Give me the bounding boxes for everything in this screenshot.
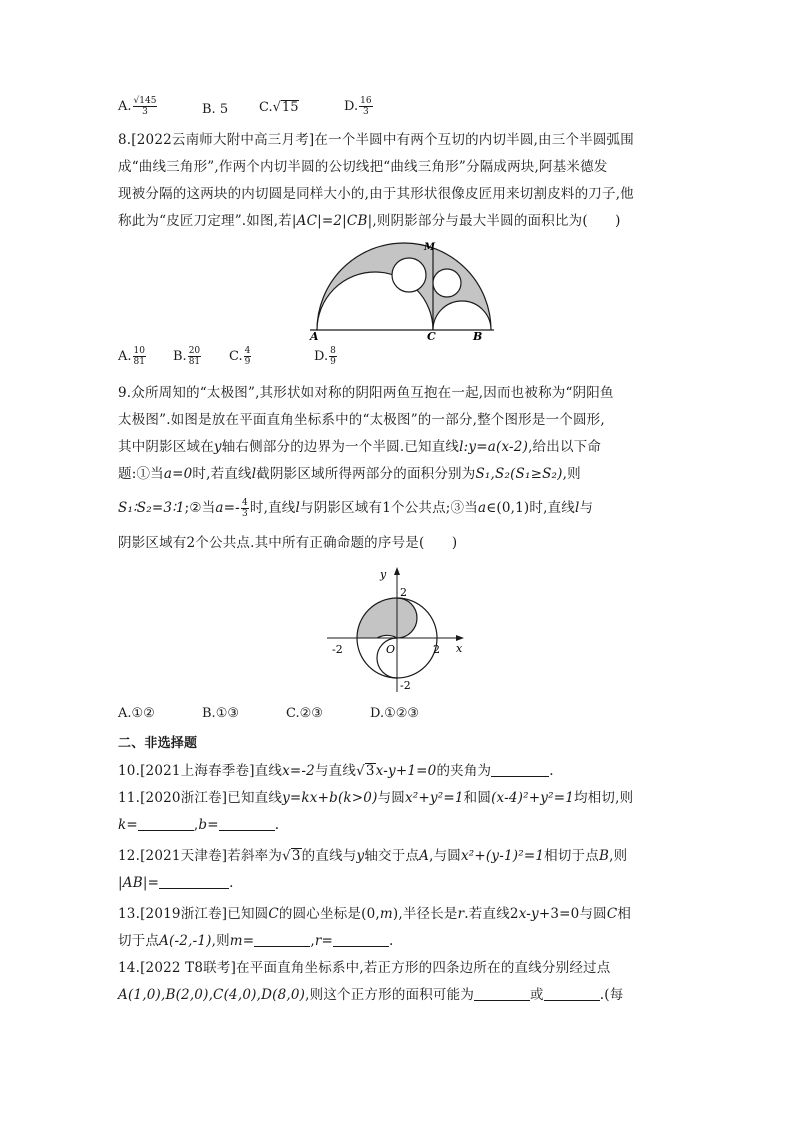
tick-label-neg2-down: -2: [400, 679, 411, 692]
math-expression: x²+(y-1)²=1: [460, 848, 545, 864]
q9-line-1: 9.众所周知的“太极图”,其形状如对称的阴阳两鱼互抱在一起,因而也被称为“阴阳鱼: [118, 385, 614, 401]
fraction: [244, 346, 252, 367]
fraction-denominator: 81: [188, 357, 201, 367]
math-expression: S₁∶S₂=3∶1: [118, 500, 185, 516]
math-expression: |AC|=2|CB|: [291, 213, 373, 229]
q13-line-1: [118, 904, 678, 924]
q9-line-3: [118, 437, 678, 457]
label-c: C: [427, 330, 436, 342]
q8-option-d[interactable]: [314, 346, 338, 367]
option-letter: D.: [314, 349, 329, 364]
math-expression: x²+y²=1: [404, 790, 464, 806]
text: ,则: [609, 848, 628, 864]
math-expression: x-y: [518, 906, 539, 922]
math-expression: A(-2,-1): [159, 933, 212, 949]
option-letter: D.: [344, 99, 359, 114]
x-axis-arrow-icon: [456, 635, 464, 641]
q8-options: [118, 346, 678, 370]
fraction-numerator: 20: [188, 346, 201, 356]
inscribed-circle-right: [433, 269, 461, 297]
q9-line-4: [118, 464, 678, 484]
math-var: r: [457, 906, 465, 922]
q10-line: 10.[2021上海春季卷]直线x=-2与直线√3x-y+1=0的夹角为 .: [118, 763, 554, 779]
math-var: y: [356, 848, 365, 864]
text: 轴交于点: [364, 848, 420, 864]
q13-line-2: [118, 931, 678, 951]
section-title: 二、非选择题: [118, 736, 198, 751]
tick-label-2-up: 2: [400, 586, 407, 599]
text: .: [229, 875, 234, 891]
q11-line-2: [118, 815, 678, 835]
text: 时,若直线: [192, 466, 252, 482]
q8-line-3: 现被分隔的这两块的内切圆是同样大小的,由于其形状很像皮匠用来切割皮料的刀子,他: [118, 186, 634, 202]
q9-option-b[interactable]: [202, 706, 239, 721]
q8-option-a[interactable]: [118, 346, 147, 367]
text: ,: [193, 817, 199, 833]
fraction-numerator: 4: [241, 498, 248, 508]
math-expression: a=-: [215, 500, 240, 516]
text: 和圆: [463, 790, 492, 806]
text: 与直线: [314, 763, 357, 779]
text: ,则: [211, 933, 230, 949]
q12-line-1: 12.[2021天津卷]若斜率为√3的直线与y轴交于点A,与圆x²+(y-1)²=1相切于点B,则: [118, 848, 628, 864]
option-letter: C.: [229, 349, 243, 364]
fraction-denominator: 9: [330, 357, 336, 367]
answer-blank[interactable]: [159, 874, 229, 889]
q8-line-1: 8.[2022云南师大附中高三月考]在一个半圆中有两个互切的内切半圆,由三个半圆弧围: [118, 132, 634, 148]
q9-line-2: 太极图”.如图是放在平面直角坐标系中的“太极图”的一部分,整个图形是一个圆形,: [118, 412, 605, 428]
label-b: B: [473, 330, 483, 342]
text: 切于点: [118, 933, 160, 949]
q8-option-b[interactable]: [173, 346, 202, 367]
tick-label-2-right: 2: [433, 643, 440, 656]
q11-line-1: [118, 788, 678, 808]
text: 的圆心坐标是(0,: [278, 906, 380, 922]
text: 10.[2021上海春季卷]直线: [118, 763, 283, 779]
option-letter: C.: [259, 100, 273, 115]
option-letter: B.: [173, 349, 187, 364]
math-expression: a=0: [163, 466, 193, 482]
text: 13.[2019浙江卷]已知圆: [118, 906, 269, 922]
text: .: [274, 817, 280, 833]
math-expression: k=: [118, 817, 138, 833]
text: 其中阴影区域在: [118, 439, 214, 455]
math-expression: A(1,0),B(2,0),C(4,0),D(8,0): [118, 987, 306, 1003]
q7-options: [118, 96, 678, 122]
fraction: [133, 96, 158, 117]
option-letter: B.: [202, 706, 216, 721]
label-a: A: [310, 330, 319, 342]
axis-label-y: y: [380, 568, 387, 581]
fraction-numerator: 10: [133, 346, 145, 356]
text: 均相切,则: [574, 790, 634, 806]
text: 时,直线: [249, 500, 296, 516]
math-var: A: [419, 848, 430, 864]
answer-blank-b[interactable]: [219, 816, 275, 831]
text: 题:①当: [118, 466, 164, 482]
origin-label: O: [386, 643, 396, 656]
text: 的直线与: [301, 848, 357, 864]
math-expression: x=-2: [282, 763, 315, 779]
text: 12.[2021天津卷]若斜率为: [118, 848, 283, 864]
math-var: l: [574, 500, 580, 516]
text: ,则: [562, 466, 581, 482]
q8-line-2: 成“曲线三角形”,作两个内切半圆的公切线把“曲线三角形”分隔成两块,阿基米德发: [118, 159, 608, 175]
math-var: l: [251, 466, 257, 482]
math-expression: |AB|=: [118, 875, 160, 891]
text: 称此为“皮匠刀定理”.如图,若: [118, 213, 292, 229]
math-var: y: [213, 439, 222, 455]
q9-line-5: [118, 498, 678, 519]
text: .若直线2: [464, 906, 519, 922]
answer-blank-r[interactable]: [333, 932, 389, 947]
fraction-numerator: 16: [360, 96, 372, 106]
text: 截阴影区域所得两部分的面积分别为: [256, 466, 476, 482]
text: +3=0与圆: [538, 906, 607, 922]
option-text: ①③: [215, 706, 239, 721]
fraction-denominator: 9: [244, 357, 251, 367]
fraction-denominator: 81: [133, 357, 145, 367]
math-var: m: [379, 906, 393, 922]
fraction-denominator: 3: [241, 509, 248, 519]
math-expression: b=: [198, 817, 219, 833]
q7-option-c[interactable]: C.√15: [259, 100, 299, 115]
math-expression: y=kx+b(k>0): [282, 790, 378, 806]
math-var: C: [606, 906, 618, 922]
option-letter: B.: [202, 102, 216, 117]
label-m: M: [424, 242, 436, 253]
text: ),半径长是: [392, 906, 458, 922]
q14-line-2: [118, 985, 678, 1005]
option-letter: D.: [370, 706, 385, 721]
text: 与阴影区域有1个公共点;③当: [300, 500, 478, 516]
q9-option-d[interactable]: [370, 706, 419, 721]
text: .(每: [599, 987, 624, 1003]
q12-line-2: [118, 873, 678, 893]
text: 与: [579, 500, 594, 516]
math-expression: r=: [314, 933, 333, 949]
q8-arbelos-figure: [300, 236, 500, 342]
answer-blank-1[interactable]: [474, 986, 530, 1001]
text: ;②当: [184, 500, 216, 516]
math-expression: m=: [229, 933, 255, 949]
math-expression: (x-4)²+y²=1: [491, 790, 575, 806]
text: 相: [617, 906, 632, 922]
option-text: ②③: [299, 706, 323, 721]
math-var: C: [268, 906, 279, 922]
math-expression: x-y+1=0: [375, 763, 437, 779]
option-text: ①②③: [384, 706, 420, 721]
fraction: [133, 346, 146, 367]
text: ,则这个正方形的面积可能为: [305, 987, 475, 1003]
fraction: [188, 346, 201, 367]
yin-shaded-region-right: [357, 598, 417, 638]
q8-option-c[interactable]: [229, 346, 252, 367]
text: 轴右侧部分的边界为一个半圆.已知直线: [221, 439, 460, 455]
fraction: [241, 498, 249, 519]
option-letter: A.: [118, 349, 132, 364]
option-letter: A.: [118, 706, 132, 721]
fraction: [359, 96, 372, 117]
text: .: [388, 933, 394, 949]
math-var: l: [295, 500, 300, 516]
fraction-numerator: 4: [244, 346, 251, 356]
option-letter: A.: [118, 99, 132, 114]
text: 相切于点: [544, 848, 599, 864]
math-var: a: [477, 500, 487, 516]
text: .: [549, 763, 554, 779]
text: ,与圆: [429, 848, 461, 864]
q14-line-1: 14.[2022 T8联考]在平面直角坐标系中,若正方形的四条边所在的直线分别经过点: [118, 960, 611, 976]
y-axis-arrow-icon: [394, 567, 400, 575]
tick-label-neg2-left: -2: [332, 643, 343, 656]
math-expression: l:y=a(x-2): [459, 439, 529, 455]
inscribed-circle-left: [392, 258, 426, 292]
sqrt-radicand: 15: [281, 100, 299, 115]
math-var: B: [598, 848, 610, 864]
option-text: 5: [219, 102, 229, 117]
answer-blank[interactable]: [491, 762, 549, 777]
fraction: [329, 346, 337, 367]
text: ,则阴影部分与最大半圆的面积比为( ): [372, 213, 621, 229]
fraction-numerator: √145: [133, 96, 157, 106]
q8-line-4: [118, 211, 678, 231]
text: ,: [310, 933, 315, 949]
q7-option-a[interactable]: [118, 96, 158, 117]
answer-blank-k[interactable]: [138, 816, 194, 831]
fraction-numerator: 8: [330, 346, 336, 356]
text: 或: [530, 987, 544, 1003]
sqrt-radicand: 3: [365, 763, 375, 779]
q9-options: [118, 706, 678, 726]
axis-label-x: x: [456, 642, 463, 655]
q9-option-a[interactable]: [118, 706, 155, 721]
text: 的夹角为: [436, 763, 492, 779]
fraction-denominator: 3: [362, 107, 369, 117]
answer-blank-m[interactable]: [254, 932, 310, 947]
option-letter: C.: [286, 706, 300, 721]
sqrt-radicand: 3: [291, 848, 301, 864]
option-text: ①②: [131, 706, 155, 721]
text: 与圆: [377, 790, 405, 806]
text: ∈(0,1)时,直线: [486, 500, 575, 516]
q9-line-6: 阴影区域有2个公共点.其中所有正确命题的序号是( ): [118, 535, 458, 551]
fraction-denominator: 3: [142, 107, 148, 117]
text: ,给出以下命: [528, 439, 602, 455]
q9-option-c[interactable]: [286, 706, 323, 721]
answer-blank-2[interactable]: [544, 986, 600, 1001]
math-expression: S₁,S₂(S₁≥S₂): [475, 466, 563, 482]
q7-option-d[interactable]: [344, 96, 374, 117]
q9-taiji-figure: [322, 562, 472, 696]
q7-option-b[interactable]: [202, 102, 228, 117]
text: 11.[2020浙江卷]已知直线: [118, 790, 283, 806]
